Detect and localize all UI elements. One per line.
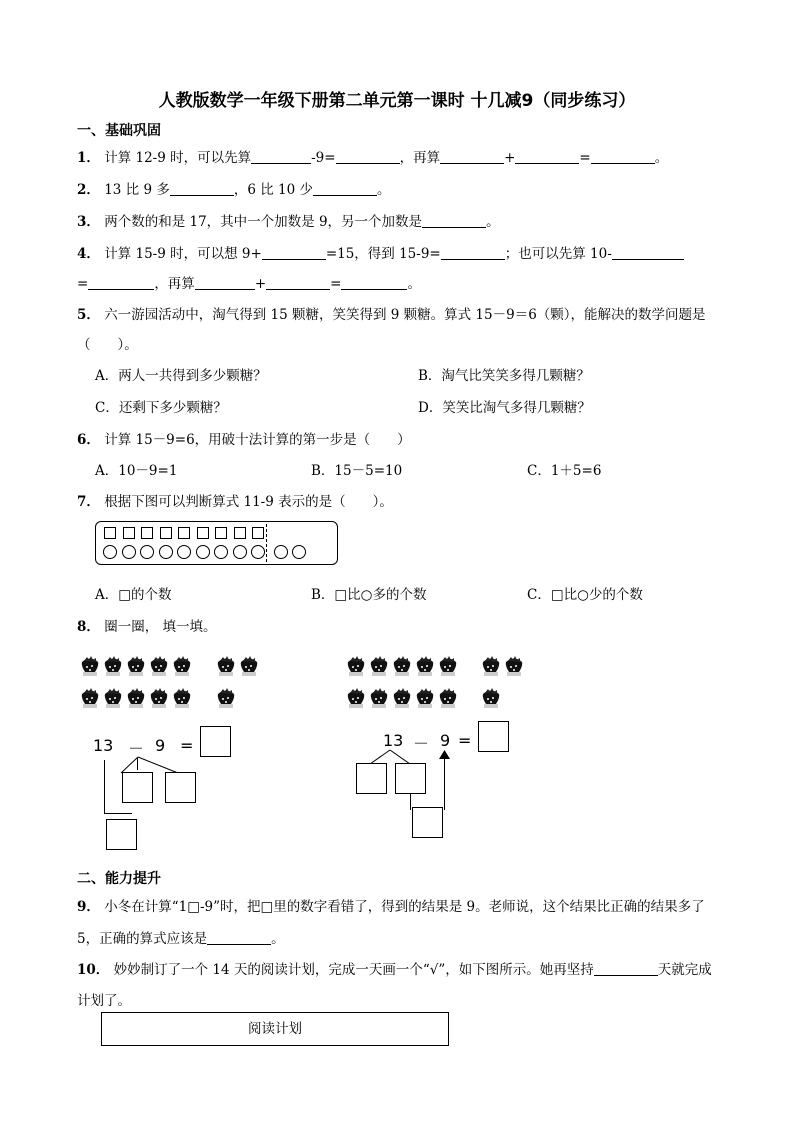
q4-text-a: 计算 15-9 时，可以想 9+ bbox=[104, 246, 262, 262]
square-icon bbox=[104, 527, 116, 539]
branch-line bbox=[104, 760, 105, 813]
answer-blank[interactable] bbox=[441, 246, 505, 260]
q4-text-f: + bbox=[254, 276, 267, 292]
answer-blank[interactable] bbox=[88, 276, 154, 290]
option-a[interactable]: A．10－9=1 bbox=[95, 463, 178, 479]
q10-text-end: 天就完成 bbox=[657, 962, 712, 978]
strawberry-icon bbox=[392, 688, 412, 710]
arrow-up-icon bbox=[439, 750, 450, 760]
q4-text-b: =15，得到 15-9= bbox=[325, 246, 441, 262]
question-2 bbox=[77, 178, 391, 198]
strawberry-icon bbox=[149, 656, 169, 678]
circle-icon bbox=[292, 545, 306, 559]
answer-blank[interactable] bbox=[422, 214, 486, 228]
answer-blank[interactable] bbox=[207, 931, 271, 945]
square-icon bbox=[160, 527, 172, 539]
q1-text-f: 。 bbox=[654, 150, 669, 166]
strawberry-icon bbox=[216, 656, 236, 678]
strawberry-icon bbox=[346, 656, 366, 678]
question-number: 3． bbox=[77, 214, 100, 230]
branch-line bbox=[444, 754, 445, 810]
answer-blank[interactable] bbox=[594, 962, 658, 976]
question-number: 5． bbox=[77, 307, 100, 323]
q7-text: 根据下图可以判断算式 11-9 表示的是（ ）。 bbox=[104, 494, 393, 510]
q4-text-h: 。 bbox=[407, 276, 421, 292]
circle-icon bbox=[177, 545, 191, 559]
question-number: 1． bbox=[77, 150, 100, 166]
question-number: 7． bbox=[77, 494, 100, 510]
answer-blank[interactable] bbox=[266, 276, 330, 290]
q1-text-d: + bbox=[504, 150, 516, 166]
strawberry-icon bbox=[369, 656, 389, 678]
answer-blank[interactable] bbox=[612, 246, 684, 260]
question-4-line-1 bbox=[77, 242, 684, 262]
branch-line bbox=[104, 813, 132, 814]
square-icon bbox=[178, 527, 190, 539]
circle-icon bbox=[196, 545, 210, 559]
square-icon bbox=[252, 527, 264, 539]
circle-icon bbox=[233, 545, 247, 559]
q10-text: 妙妙制订了一个 14 天的阅读计划，完成一天画一个“√”，如下图所示。她再坚持 bbox=[113, 962, 594, 978]
right-num-13: 13 bbox=[383, 731, 404, 750]
strawberry-icon bbox=[415, 688, 435, 710]
circle-icon bbox=[251, 545, 265, 559]
question-number: 8． bbox=[77, 619, 100, 635]
split-box-left[interactable] bbox=[356, 763, 387, 794]
question-10 bbox=[77, 958, 712, 978]
option-a[interactable]: A．□的个数 bbox=[95, 587, 172, 603]
answer-blank[interactable] bbox=[170, 182, 234, 196]
option-b[interactable]: B．□比○多的个数 bbox=[311, 587, 427, 603]
q2-text-b: ，6 比 10 少 bbox=[233, 182, 314, 198]
question-number: 10． bbox=[77, 962, 110, 978]
strawberry-icon bbox=[369, 688, 389, 710]
reading-plan-title: 阅读计划 bbox=[248, 1021, 302, 1037]
reading-plan-table bbox=[101, 1012, 449, 1046]
question-9-line-2 bbox=[77, 927, 285, 947]
strawberry-icon bbox=[346, 688, 366, 710]
right-equals: = bbox=[458, 731, 472, 750]
strawberry-icon bbox=[438, 688, 458, 710]
question-number: 6． bbox=[77, 432, 100, 448]
answer-blank[interactable] bbox=[195, 276, 255, 290]
q1-text-b: -9= bbox=[311, 150, 336, 166]
answer-blank[interactable] bbox=[251, 150, 311, 164]
q5-text: 六一游园活动中，淘气得到 15 颗糖，笑笑得到 9 颗糖。算式 15－9＝6（颗），能解决的数学问题是 bbox=[104, 307, 706, 323]
question-1 bbox=[77, 146, 668, 166]
q3-text-b: 。 bbox=[486, 214, 500, 230]
question-3 bbox=[77, 210, 500, 230]
q6-text: 计算 15－9=6，用破十法计算的第一步是（ ） bbox=[104, 432, 411, 448]
answer-blank[interactable] bbox=[336, 150, 400, 164]
section-heading-2: 二、能力提升 bbox=[77, 871, 161, 887]
square-icon bbox=[141, 527, 153, 539]
strawberry-icon bbox=[438, 656, 458, 678]
strawberry-icon bbox=[80, 688, 100, 710]
left-minus: － bbox=[128, 739, 145, 758]
q4-text-c: ；也可以先算 10- bbox=[504, 246, 612, 262]
circle-icon bbox=[274, 545, 288, 559]
question-4-line-2 bbox=[77, 272, 421, 292]
square-icon bbox=[234, 527, 246, 539]
circle-icon bbox=[122, 545, 136, 559]
strawberry-icon bbox=[103, 688, 123, 710]
strawberry-icon bbox=[392, 656, 412, 678]
split-box-right[interactable] bbox=[395, 763, 426, 794]
square-icon bbox=[215, 527, 227, 539]
circle-icon bbox=[103, 545, 117, 559]
circle-icon bbox=[140, 545, 154, 559]
answer-blank[interactable] bbox=[515, 150, 579, 164]
strawberry-icon bbox=[149, 688, 169, 710]
strawberry-icon bbox=[504, 656, 524, 678]
question-6 bbox=[77, 428, 411, 448]
left-num-9: 9 bbox=[155, 736, 166, 755]
question-8 bbox=[77, 615, 217, 635]
answer-blank[interactable] bbox=[341, 276, 407, 290]
q9-end: 。 bbox=[271, 931, 285, 947]
strawberry-icon bbox=[172, 656, 192, 678]
option-c[interactable]: C．还剩下多少颗糖？ bbox=[95, 400, 227, 416]
question-number: 9． bbox=[77, 899, 100, 915]
q9-text: 小冬在计算“1□-9”时，把□里的数字看错了，得到的结果是 9。老师说，这个结果比正确的结果多了 bbox=[104, 899, 705, 915]
answer-blank[interactable] bbox=[591, 150, 655, 164]
right-num-9: 9 bbox=[440, 731, 451, 750]
q2-text-c: 。 bbox=[377, 182, 391, 198]
strawberry-icon bbox=[172, 688, 192, 710]
option-c[interactable]: C．1＋5=6 bbox=[527, 463, 602, 479]
square-icon bbox=[123, 527, 135, 539]
option-b[interactable]: B．淘气比笑笑多得几颗糖？ bbox=[418, 368, 590, 384]
ten-frame-figure bbox=[95, 521, 338, 565]
q10-text-2: 计划了。 bbox=[77, 993, 131, 1009]
strawberry-icon bbox=[126, 656, 146, 678]
option-c[interactable]: C．□比○少的个数 bbox=[527, 587, 643, 603]
answer-blank[interactable] bbox=[313, 182, 377, 196]
section-heading-1: 一、基础巩固 bbox=[77, 123, 161, 139]
strawberry-icon bbox=[103, 656, 123, 678]
strawberry-icon bbox=[481, 656, 501, 678]
split-box-left[interactable] bbox=[122, 772, 153, 803]
question-5 bbox=[77, 303, 706, 323]
left-num-13: 13 bbox=[93, 736, 114, 755]
right-minus: － bbox=[413, 734, 430, 753]
q5-bracket: （ ）。 bbox=[77, 337, 138, 353]
result-box[interactable] bbox=[106, 819, 137, 850]
option-d[interactable]: D．笑笑比淘气多得几颗糖？ bbox=[418, 400, 591, 416]
q1-text-c: ，再算 bbox=[399, 150, 441, 166]
option-b[interactable]: B．15－5=10 bbox=[311, 463, 403, 479]
strawberry-icon bbox=[80, 656, 100, 678]
strawberry-icon bbox=[216, 688, 236, 710]
strawberry-icon bbox=[239, 656, 259, 678]
q4-text-g: = bbox=[330, 276, 342, 292]
square-icon bbox=[197, 527, 209, 539]
q4-text-d: = bbox=[77, 276, 89, 292]
q1-text-a: 计算 12-9 时，可以先算 bbox=[104, 150, 252, 166]
q4-text-e: ，再算 bbox=[154, 276, 195, 292]
strawberry-icon bbox=[481, 688, 501, 710]
answer-blank[interactable] bbox=[440, 150, 504, 164]
answer-blank[interactable] bbox=[262, 246, 326, 260]
split-box-right[interactable] bbox=[165, 772, 196, 803]
question-9 bbox=[77, 895, 705, 915]
answer-box[interactable] bbox=[478, 721, 509, 752]
q1-text-e: = bbox=[579, 150, 591, 166]
strawberry-icon bbox=[126, 688, 146, 710]
circle-icon bbox=[214, 545, 228, 559]
q2-text-a: 13 比 9 多 bbox=[104, 182, 170, 198]
q9-text-2: 5，正确的算式应该是 bbox=[77, 931, 208, 947]
q3-text-a: 两个数的和是 17，其中一个加数是 9，另一个加数是 bbox=[104, 214, 423, 230]
q8-text: 圈一圈， 填一填。 bbox=[104, 619, 217, 635]
left-equals: = bbox=[180, 736, 194, 755]
result-box[interactable] bbox=[412, 807, 443, 838]
circle-icon bbox=[159, 545, 173, 559]
answer-box[interactable] bbox=[200, 726, 231, 757]
divider-line bbox=[266, 524, 267, 562]
question-number: 2． bbox=[77, 182, 100, 198]
option-a[interactable]: A．两人一共得到多少颗糖？ bbox=[95, 368, 267, 384]
branch-line bbox=[410, 794, 411, 810]
page-title: 人教版数学一年级下册第二单元第一课时 十几减9（同步练习） bbox=[158, 91, 636, 111]
question-number: 4． bbox=[77, 246, 100, 262]
question-7 bbox=[77, 490, 393, 510]
strawberry-icon bbox=[415, 656, 435, 678]
